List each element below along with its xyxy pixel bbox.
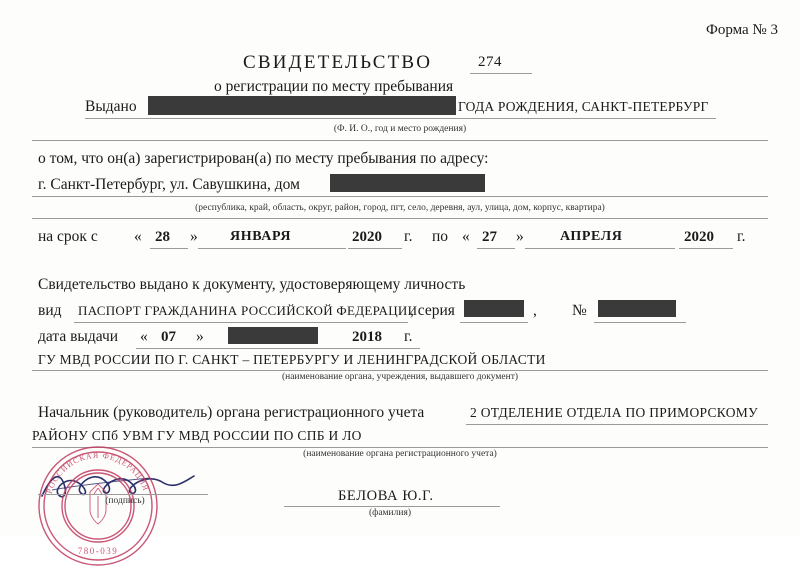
redacted-seria-block: [464, 300, 524, 317]
term-year-from-rule: [348, 248, 402, 249]
redacted-number-block: [598, 300, 676, 317]
caption-address: (республика, край, область, округ, район, город, пгт, село, деревня, аул, улица, дом, корпус, квартира): [195, 203, 605, 213]
issued-label: Выдано: [85, 98, 137, 115]
issuing-organ-value: ГУ МВД РОССИИ ПО Г. САНКТ – ПЕТЕРБУРГУ И ЛЕНИНГРАДСКОЙ ОБЛАСТИ: [38, 352, 546, 367]
term-day-from-rule: [150, 248, 188, 249]
issued-rule: [85, 118, 716, 119]
redacted-month-block: [228, 327, 318, 344]
address-second-rule: [32, 218, 768, 219]
birth-place-text: ГОДА РОЖДЕНИЯ, САНКТ-ПЕТЕРБУРГ: [458, 99, 709, 114]
caption-surname: (фамилия): [369, 508, 411, 518]
identity-date-rule: [136, 348, 420, 349]
identity-date-label: дата выдачи: [38, 328, 119, 345]
caption-issuing-organ: (наименование органа, учреждения, выдавшего документ): [281, 372, 519, 382]
quote-open-to: «: [462, 228, 470, 245]
signature-rule: [38, 494, 208, 495]
term-month-to-rule: [525, 248, 675, 249]
term-g-to: г.: [737, 228, 746, 245]
chief-org-line2: РАЙОНУ СПб УВМ ГУ МВД РОССИИ ПО СПБ И ЛО: [32, 428, 362, 443]
chief-org-line1: 2 ОТДЕЛЕНИЕ ОТДЕЛА ПО ПРИМОРСКОМУ: [470, 405, 758, 420]
identity-g-issue: г.: [404, 328, 413, 345]
surname-rule: [284, 506, 500, 507]
issuing-organ-rule: [32, 370, 768, 371]
chief-label: Начальник (руководитель) органа регистрационного учета: [38, 404, 425, 421]
identity-vid-value: ПАСПОРТ ГРАЖДАНИНА РОССИЙСКОЙ ФЕДЕРАЦИИ: [78, 303, 418, 318]
term-month-to: АПРЕЛЯ: [560, 229, 623, 244]
svg-text:780-039: 780-039: [77, 546, 119, 556]
form-number: Форма № 3: [706, 22, 778, 38]
chief-surname: БЕЛОВА Ю.Г.: [338, 488, 434, 504]
term-day-to-rule: [477, 248, 515, 249]
identity-comma: ,: [533, 302, 537, 319]
redacted-name-block: [148, 96, 456, 115]
term-month-from: ЯНВАРЯ: [230, 229, 292, 244]
identity-seria-label: , серия: [410, 302, 455, 319]
quote-open-from: «: [134, 228, 142, 245]
page-title: СВИДЕТЕЛЬСТВО: [243, 52, 433, 73]
registration-statement: о том, что он(а) зарегистрирован(а) по месту пребывания по адресу:: [38, 150, 489, 167]
caption-signature: (подпись): [105, 496, 145, 506]
term-po-label: по: [432, 228, 449, 245]
quote-close-from: »: [190, 228, 198, 245]
quote-close-to: »: [516, 228, 524, 245]
chief-org-rule1: [466, 424, 768, 425]
quote-open-issue: «: [140, 328, 148, 345]
caption-fio: (Ф. И. О., год и место рождения): [333, 124, 467, 134]
certificate-number-rule: [470, 73, 532, 74]
term-day-to: 27: [482, 229, 497, 245]
address-value: г. Санкт-Петербург, ул. Савушкина, дом: [38, 176, 300, 193]
caption-registration-organ: (наименование органа регистрационного учета): [303, 449, 497, 459]
identity-number-rule: [594, 322, 686, 323]
fio-second-rule: [32, 140, 768, 141]
identity-number-label: №: [572, 302, 587, 319]
redacted-address-block: [330, 174, 485, 192]
term-g-from: г.: [404, 228, 413, 245]
address-rule: [32, 196, 768, 197]
quote-close-issue: »: [196, 328, 204, 345]
identity-day-issue: 07: [161, 329, 176, 345]
term-year-from: 2020: [352, 229, 382, 245]
identity-intro: Свидетельство выдано к документу, удостоверяющему личность: [38, 276, 466, 293]
identity-vid-label: вид: [38, 302, 62, 319]
term-year-to: 2020: [684, 229, 714, 245]
term-month-from-rule: [198, 248, 346, 249]
term-day-from: 28: [155, 229, 170, 245]
svg-text:РОССИЙСКАЯ ФЕДЕРАЦИЯ: РОССИЙСКАЯ ФЕДЕРАЦИЯ: [44, 450, 151, 495]
identity-year-issue: 2018: [352, 329, 382, 345]
term-year-to-rule: [679, 248, 733, 249]
certificate-number: 274: [478, 54, 502, 70]
official-round-stamp-icon: [36, 444, 160, 568]
term-label: на срок с: [38, 228, 98, 245]
identity-vid-rule: [74, 322, 408, 323]
identity-seria-rule: [460, 322, 528, 323]
page-subtitle: о регистрации по месту пребывания: [214, 78, 454, 95]
